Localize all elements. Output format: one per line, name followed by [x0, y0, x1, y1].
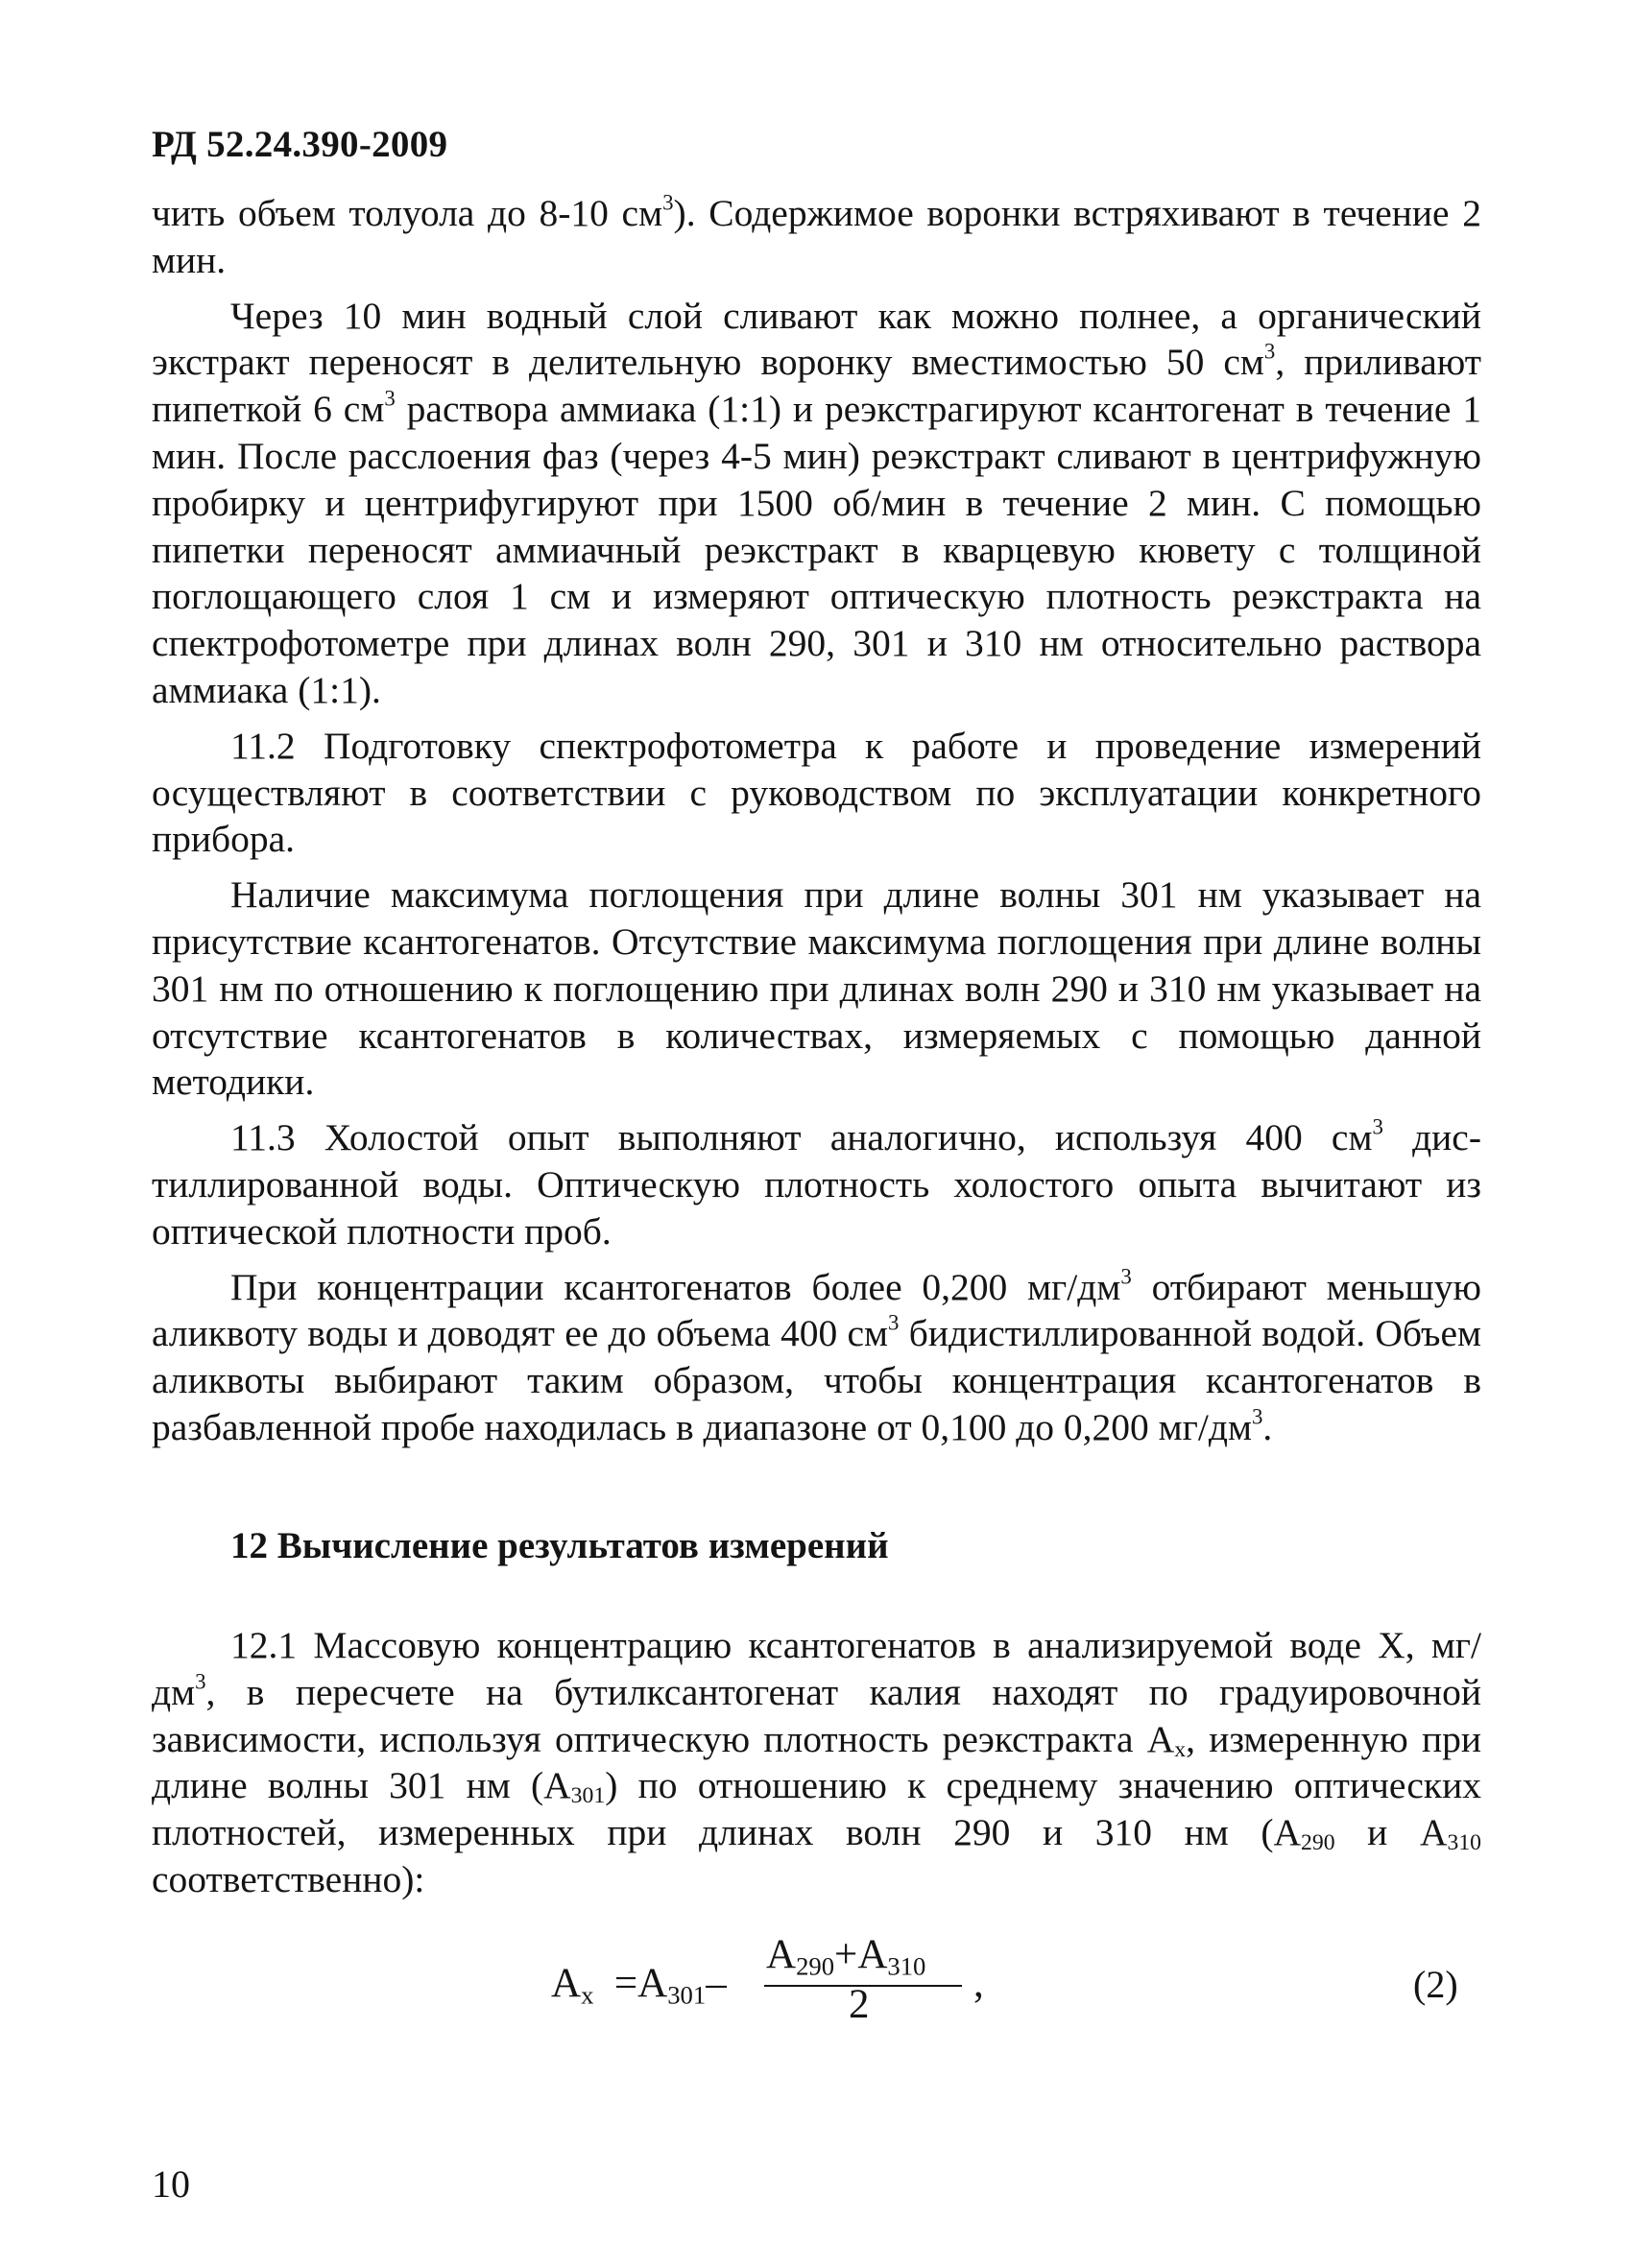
- body-text-top: [152, 190, 1481, 1460]
- formula-denominator: 2: [849, 1982, 870, 2027]
- page-number: 10: [152, 2162, 190, 2206]
- document-code-header: РД 52.24.390-2009: [152, 124, 448, 165]
- paragraph: 12.1 Массовую концентрацию ксантогенатов в анализируемой воде X, $мг/дм^3$, в пересчете на бутилксантогенат калия находят по градуировочной зависимости, используя оптическую плотность реэкстракта $A_x$, измеренную при длине волны 301 нм $(A_{301})$ по отношению к среднему значению оптических плотностей, измеренных при длинах волн 290 и 310 нм ($A_{290}$ и $A_{310}$ соответственно):: [152, 1624, 1482, 1900]
- paragraph: 11.2 Подготовку спектрофотометра к работе и проведение измерений осуществляют в соответствии с руководством по эксплуатации конкретного прибора.: [152, 724, 1481, 861]
- equation-number: (2): [1413, 1963, 1458, 2006]
- paragraph: 11.3 Холостой опыт выполняют аналогично, используя 400 $см^3$ дистиллированной воды. Оптическую плотность холостого опыта вычитают из оптической плотности проб.: [152, 1114, 1481, 1253]
- paragraph: Наличие максимума поглощения при длине волны 301 нм указывает на присутствие ксантогенатов. Отсутствие максимума поглощения при длине волны 301 нм по отношению к поглощению при длинах волн 290 и 310 нм указывает на отсутствие ксантогенатов в количествах, измеряемых с помощью данной методики.: [152, 873, 1481, 1104]
- formula-numerator: A290+A310: [766, 1932, 926, 1981]
- section-heading: 12 Вычисление результатов измерений: [230, 1525, 889, 1566]
- paragraph: При концентрации ксантогенатов более 0,200 $мг/дм^3$ отбирают меньшую аликвоту воды и доводят ее до объема 400 $см^3$ бидистиллированной водой. Объем аликвоты выбирают таким образом, чтобы концентрация ксантогенатов в разбавленной пробе находилась в диапазоне от 0,100 до 0,200 $мг/дм^3$.: [152, 1264, 1481, 1448]
- paragraph: Через 10 мин водный слой сливают как можно полнее, а органический экстракт переносят в делительную воронку вместимостью 50 $см^3$, приливают пипеткой 6 $см^3$ раствора аммиака (1:1) и реэкстрагируют ксантогенат в течение 1 мин. После расслоения фаз (через 4-5 мин) реэкстракт сливают в центрифужную пробирку и центрифугируют при 1500 об/мин в течение 2 мин. С помощью пипетки переносят аммиачный реэкстракт в кварцевую кювету с толщиной поглощающего слоя 1 см и измеряют оптическую плотность реэкстракта на спектрофотометре при длинах волн 290, 301 и 310 нм относительно раствора аммиака (1:1).: [152, 294, 1481, 711]
- formula-comma: ,: [973, 1961, 984, 2006]
- body-text-bottom: [152, 1622, 1481, 1903]
- formula-lhs: Ax =A301–: [551, 1961, 727, 2010]
- paragraph: чить объем толуола до 8-10 $см^3$). Содержимое воронки встряхивают в течение 2 мин.: [152, 190, 1481, 281]
- formula: [551, 1931, 1012, 2037]
